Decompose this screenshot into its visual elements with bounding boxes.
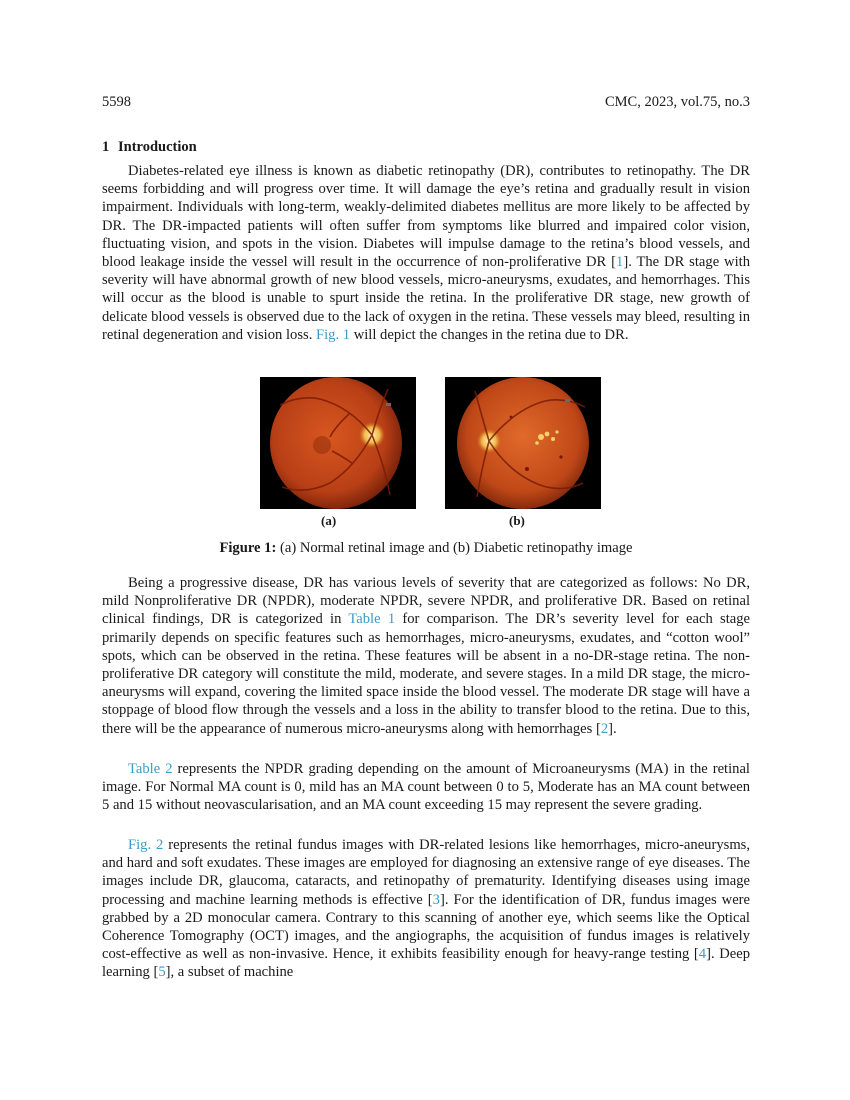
section-title: Introduction xyxy=(118,139,197,155)
section-number: 1 xyxy=(102,139,110,155)
figure-link[interactable]: Fig. 1 xyxy=(316,326,351,343)
normal-retina-image xyxy=(260,377,416,509)
figure-caption xyxy=(102,540,750,557)
citation-link[interactable]: 1 xyxy=(616,254,624,271)
text-run: ]. The DR stage with severity will have abnormal growth of new blood vessels, micro-aneurysms, exudates, and hemorrhages. This will occur as the blood is unable to spurt inside the retina. In the proliferative DR stage, new growth of delicate blood vessels is observed due to the lack of oxygen in the retina. These vessels may bleed, resulting in retinal degeneration and vision loss. xyxy=(102,254,750,343)
text-run: ]. Deep learning [ xyxy=(102,946,750,981)
text-run: represents the retinal fundus images with DR-related lesions like hemorrhages, micro-aneurysms, and hard and soft exudates. These images are employed for diagnosing an extensive range of eye diseases. The images include DR, glaucoma, cataracts, and retinopathy of prematurity. Identifying diseases using image processing and machine learning methods is effective [ xyxy=(102,837,750,908)
paragraph-3 xyxy=(102,760,750,815)
text-run: Being a progressive disease, DR has various levels of severity that are categorized as follows: No DR, mild Nonproliferative DR (NPDR), moderate NPDR, severe NPDR, and proliferative DR. Based on retinal clinical findings, DR is categorized in xyxy=(102,575,750,628)
figure-link[interactable]: Fig. 2 xyxy=(128,837,164,853)
text-run: will depict the changes in the retina due to DR. xyxy=(350,326,629,343)
caption-label: Figure 1: xyxy=(219,540,277,556)
subfigure-label-b: (b) xyxy=(509,513,525,528)
caption-text: (a) Normal retinal image and (b) Diabetic retinopathy image xyxy=(276,540,633,556)
text-run: ], a subset of machine xyxy=(165,964,294,981)
figure-1 xyxy=(102,377,750,537)
text-run: for comparison. The DR’s severity level for each stage primarily depends on specific features such as hemorrhages, micro-aneurysms, exudates, and “cotton wool” spots, which can be observed in the retina. These features will be absent in a no-DR-stage retina. The non-proliferative DR category will constitute the mild, moderate, and severe stages. In a mild DR stage, the micro-aneurysms will expand, covering the limited space inside the blood vessel. The moderate DR stage will have a stoppage of blood flow through the vessels and a loss in the ability to transfer blood to the retina. Due to this, there will be the appearance of numerous micro-aneurysms along with hemorrhages [ xyxy=(102,611,750,737)
running-header xyxy=(102,94,750,114)
paragraph-2 xyxy=(102,574,750,738)
subfigure-label-a: (a) xyxy=(321,513,337,528)
citation-link[interactable]: 2 xyxy=(600,720,609,737)
text-run: ]. For the identification of DR, fundus images were grabbed by a 2D monocular camera. Contrary to this scanning of another eye, which seems like the Optical Coherence Tomography (OCT) images, and the angiographs, the acquisition of fundus images is relatively cost-effective as well as non-invasive. Hence, it exhibits feasibility enough for heavy-range testing [ xyxy=(102,891,751,963)
diabetic-retinopathy-image xyxy=(445,377,601,509)
page-number: 5598 xyxy=(102,94,131,110)
text-run: ]. xyxy=(608,720,617,737)
citation-link[interactable]: 4 xyxy=(698,946,707,963)
section-heading xyxy=(102,139,197,156)
paragraph-4 xyxy=(102,836,750,982)
table-link[interactable]: Table 2 xyxy=(128,761,173,777)
paragraph-1 xyxy=(102,162,750,344)
table-link[interactable]: Table 1 xyxy=(348,611,396,628)
citation-link[interactable]: 5 xyxy=(158,964,166,981)
text-run: represents the NPDR grading depending on the amount of Microaneurysms (MA) in the retinal image. For Normal MA count is 0, mild has an MA count between 0 to 5, Moderate has an MA count between 5 and 15 without neovascularisation, and an MA count exceeding 15 may represent the severe grading. xyxy=(102,761,750,814)
journal-reference: CMC, 2023, vol.75, no.3 xyxy=(604,94,750,110)
text-run: Diabetes-related eye illness is known as diabetic retinopathy (DR), contributes to retinopathy. The DR seems forbidding and will progress over time. It will damage the eye’s retina and gradually result in vision impairment. Individuals with long-term, weakly-delimited diabetes mellitus are more likely to be affected by DR. The DR-impacted patients will often suffer from symptoms like blurred and impaired color vision, fluctuating vision, and spots in the vision. Diabetes will impulse damage to the retina’s blood vessels, and blood leakage inside the vessel will result in the occurrence of non-proliferative DR [ xyxy=(102,163,750,271)
citation-link[interactable]: 3 xyxy=(432,891,440,908)
